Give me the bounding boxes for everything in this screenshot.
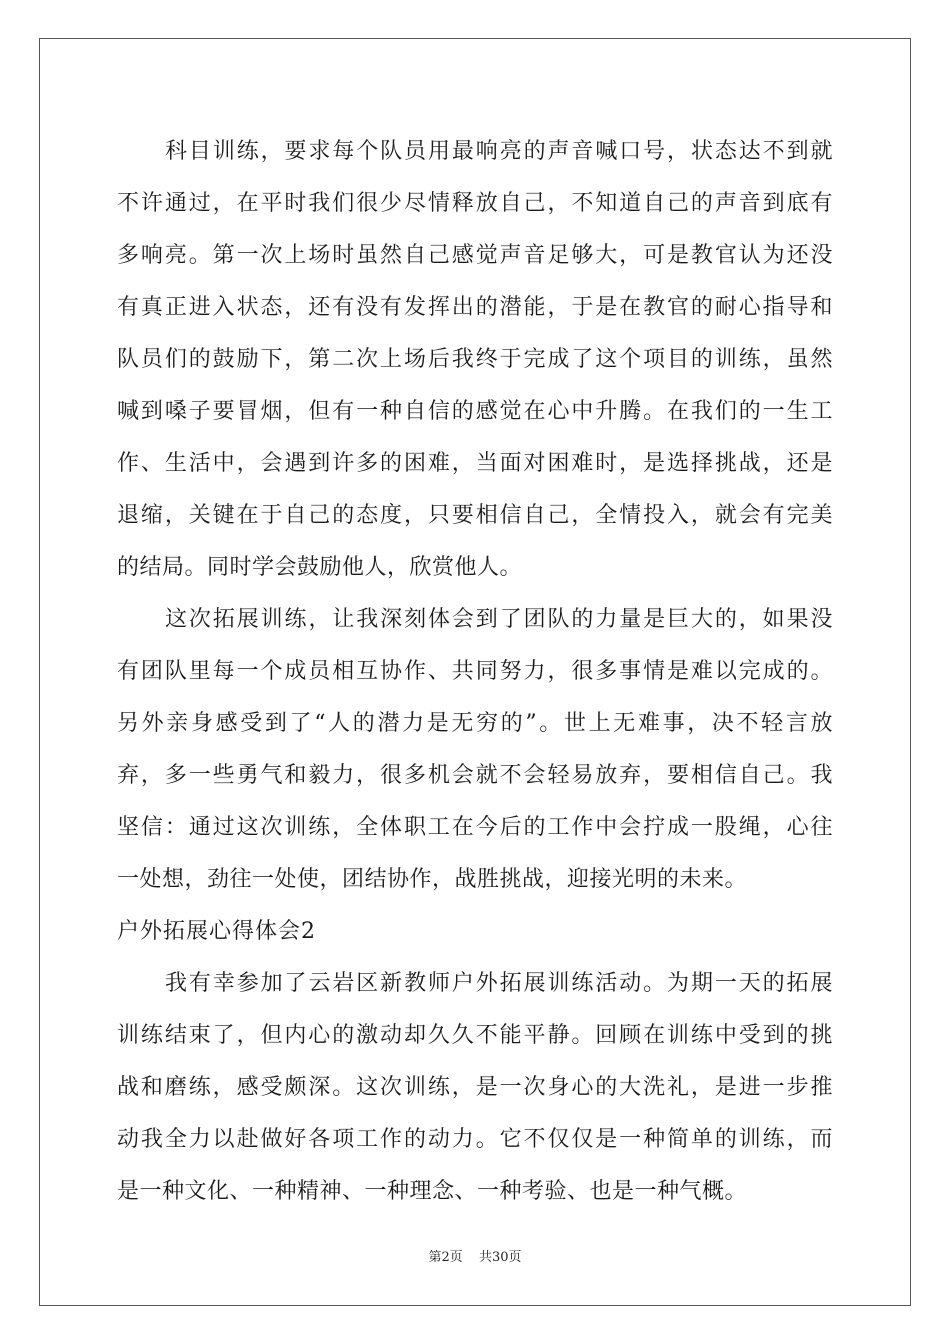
paragraph-line: 是一种文化、一种精神、一种理念、一种考验、也是一种气概。 <box>117 1179 748 1204</box>
paragraph-line: 另外亲身感受到了“人的潜力是无穷的”。世上无难事，决不轻言放 <box>117 711 833 736</box>
paragraph-line: 作、生活中，会遇到许多的困难，当面对困难时，是选择挑战，还是 <box>117 451 833 476</box>
page-footer <box>0 1246 950 1265</box>
paragraph-line: 动我全力以赴做好各项工作的动力。它不仅仅是一种简单的训练，而 <box>117 1127 833 1152</box>
paragraph-line: 喊到嗓子要冒烟，但有一种自信的感觉在心中升腾。在我们的一生工 <box>117 399 833 424</box>
paragraph-line: 有真正进入状态，还有没有发挥出的潜能，于是在教官的耐心指导和 <box>117 295 833 320</box>
paragraph-line: 训练结束了，但内心的激动却久久不能平静。回顾在训练中受到的挑 <box>117 1023 833 1048</box>
paragraph-line: 退缩，关键在于自己的态度，只要相信自己，全情投入，就会有完美 <box>117 503 833 528</box>
paragraph-line: 这次拓展训练，让我深刻体会到了团队的力量是巨大的，如果没 <box>165 607 833 632</box>
paragraph-line: 不许通过，在平时我们很少尽情释放自己，不知道自己的声音到底有 <box>117 191 833 216</box>
paragraph-line: 一处想，劲往一处使，团结协作，战胜挑战，迎接光明的未来。 <box>117 867 748 892</box>
document-body <box>117 126 833 1218</box>
paragraph-line: 战和磨练，感受颇深。这次训练，是一次身心的大洗礼，是进一步推 <box>117 1075 833 1100</box>
paragraph-line: 弃，多一些勇气和毅力，很多机会就不会轻易放弃，要相信自己。我 <box>117 763 833 788</box>
page-number: 第2页 <box>428 1250 463 1265</box>
section-heading: 户外拓展心得体会2 <box>117 919 316 944</box>
paragraph-line: 科目训练，要求每个队员用最响亮的声音喊口号，状态达不到就 <box>165 139 833 164</box>
paragraph-line: 我有幸参加了云岩区新教师户外拓展训练活动。为期一天的拓展 <box>165 971 833 996</box>
paragraph-line: 的结局。同时学会鼓励他人，欣赏他人。 <box>117 555 523 580</box>
paragraph-line: 坚信：通过这次训练，全体职工在今后的工作中会拧成一股绳，心往 <box>117 815 833 840</box>
paragraph-line: 有团队里每一个成员相互协作、共同努力，很多事情是难以完成的。 <box>117 659 833 684</box>
paragraph-line: 多响亮。第一次上场时虽然自己感觉声音足够大，可是教官认为还没 <box>117 243 833 268</box>
page-total: 共30页 <box>478 1250 522 1265</box>
paragraph-line: 队员们的鼓励下，第二次上场后我终于完成了这个项目的训练，虽然 <box>117 347 833 372</box>
